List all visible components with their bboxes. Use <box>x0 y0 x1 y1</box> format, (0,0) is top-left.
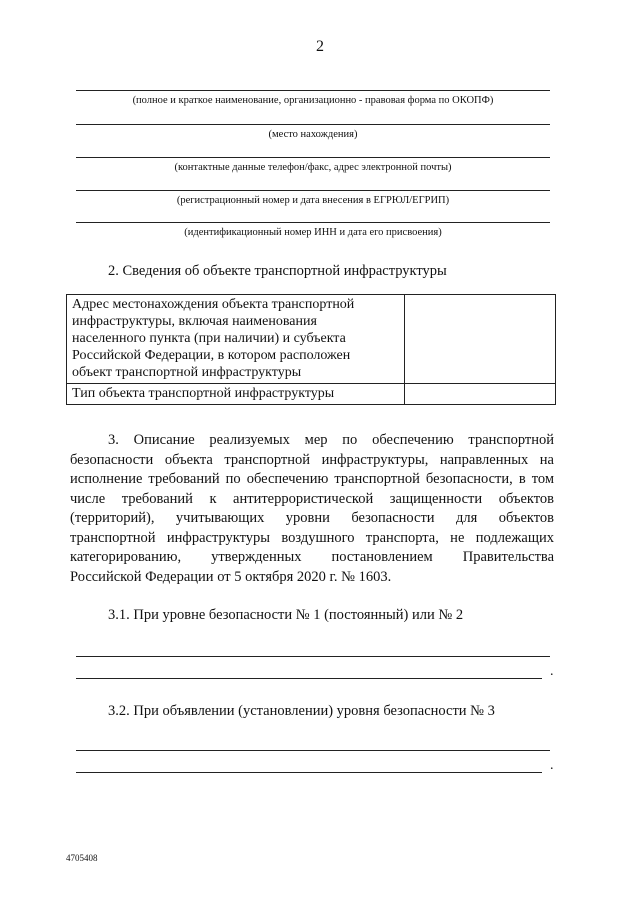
address-label-line: Российской Федерации, в котором расположен <box>72 348 351 363</box>
section-3-1-fill-line-1[interactable] <box>76 656 550 657</box>
contacts-field[interactable] <box>76 157 550 174</box>
location-line <box>76 124 550 125</box>
contacts-line <box>76 157 550 158</box>
section-3-1-fill-line-2[interactable] <box>76 678 542 679</box>
address-label-line: населенного пункта (при наличии) и субъекта <box>72 331 346 346</box>
section-3-2-fill-line-1[interactable] <box>76 750 550 751</box>
org-name-line <box>76 90 550 91</box>
registration-caption: (регистрационный номер и дата внесения в ЕГРЮЛ/ЕГРИП) <box>176 195 450 206</box>
paragraph-line: числе требований к антитеррористической защищенности объектов <box>70 490 554 507</box>
section-3-paragraph <box>70 431 554 587</box>
inn-line <box>76 222 550 223</box>
table-row <box>67 384 556 405</box>
inn-caption: (идентификационный номер ИНН и дата его присвоения) <box>184 227 442 238</box>
address-label-line: инфраструктуры, включая наименования <box>72 314 317 329</box>
section-3-2-heading: 3.2. При объявлении (установлении) уровня безопасности № 3 <box>108 703 495 719</box>
section-3-2-end-mark: . <box>550 758 554 773</box>
contacts-caption: (контактные данные телефон/факс, адрес электронной почты) <box>174 162 452 173</box>
paragraph-line: транспортной инфраструктуры воздушного транспорта, не подлежащих <box>70 529 554 546</box>
registration-field[interactable] <box>76 190 550 207</box>
paragraph-line: 3. Описание реализуемых мер по обеспечению транспортной <box>108 432 554 448</box>
type-label-cell <box>67 384 405 405</box>
section-2-heading: 2. Сведения об объекте транспортной инфраструктуры <box>108 263 447 279</box>
registration-line <box>76 190 550 191</box>
page-number: 2 <box>316 38 324 55</box>
inn-field[interactable] <box>76 222 550 239</box>
paragraph-line: безопасности объекта транспортной инфраструктуры, направленных на <box>70 451 554 468</box>
paragraph-line: категорированию, утвержденных постановлением Правительства <box>70 549 554 565</box>
location-field[interactable] <box>76 124 550 141</box>
section-3-2-fill-line-2[interactable] <box>76 772 542 773</box>
table-row <box>67 295 556 384</box>
paragraph-line: исполнение требований по обеспечению транспортной безопасности, в том <box>70 471 554 487</box>
location-caption: (место нахождения) <box>268 129 358 140</box>
section-3-1-heading: 3.1. При уровне безопасности № 1 (постоянный) или № 2 <box>108 607 464 623</box>
object-info-table <box>66 294 556 405</box>
paragraph-line: (территорий), учитывающих уровни безопасности для объектов <box>70 510 554 526</box>
org-name-caption: (полное и краткое наименование, организационно - правовая форма по ОКОПФ) <box>132 95 494 106</box>
document-code: 4705408 <box>66 853 98 863</box>
org-name-field[interactable] <box>76 90 550 107</box>
address-label-cell <box>67 295 405 384</box>
address-label-line: объект транспортной инфраструктуры <box>72 365 302 380</box>
type-label-line: Тип объекта транспортной инфраструктуры <box>72 386 335 401</box>
address-label-line: Адрес местонахождения объекта транспортной <box>72 297 355 312</box>
type-value-cell[interactable] <box>404 384 555 405</box>
section-3-1-end-mark: . <box>550 664 554 679</box>
paragraph-line: Российской Федерации от 5 октября 2020 г. № 1603. <box>70 568 392 585</box>
address-value-cell[interactable] <box>404 295 555 384</box>
